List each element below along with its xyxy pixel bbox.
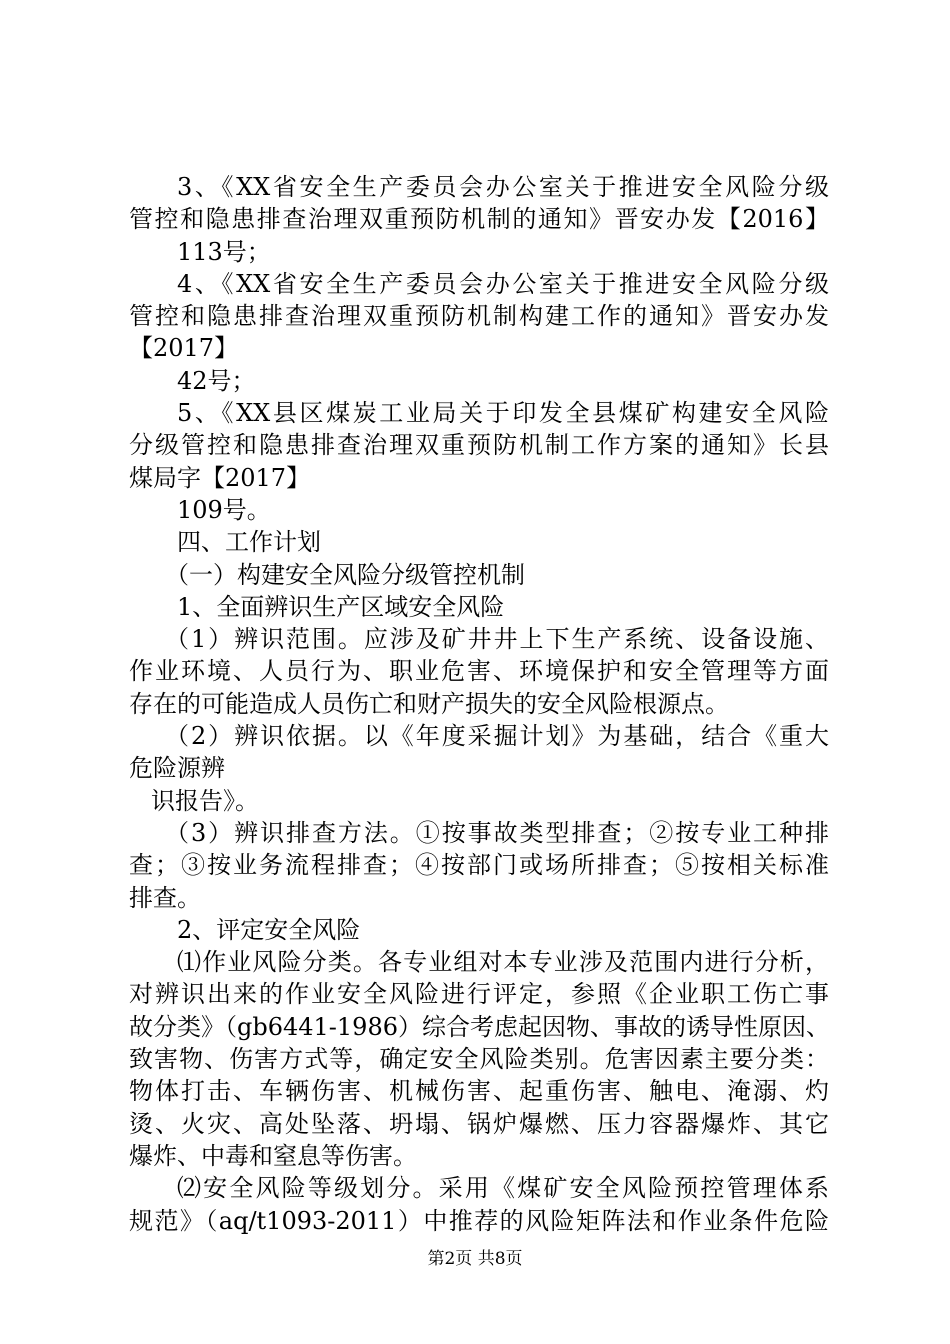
text-line: ⑴作业风险分类。各专业组对本专业涉及范围内进行分析， [177, 948, 829, 977]
item-heading: 2、评定安全风险 [177, 915, 361, 944]
text-line: 存在的可能造成人员伤亡和财产损失的安全风险根源点。 [129, 689, 729, 718]
item-heading: 1、全面辨识生产区域安全风险 [177, 592, 505, 621]
text-line: （1）辨识范围。应涉及矿井井上下生产系统、设备设施、 [165, 625, 829, 654]
text-line: 3、《XX省安全生产委员会办公室关于推进安全风险分级 [177, 173, 829, 201]
page-number-footer: 第2页 共8页 [427, 1249, 523, 1269]
text-line: 管控和隐患排查治理双重预防机制构建工作的通知》晋安办发 [129, 302, 829, 331]
text-line: 分级管控和隐患排查治理双重预防机制工作方案的通知》长县 [129, 431, 829, 460]
section-heading: 四、工作计划 [177, 528, 321, 557]
text-line: 识报告》。 [151, 786, 259, 815]
text-line: 排查。 [129, 883, 201, 912]
text-line: 109号。 [177, 495, 271, 524]
text-line: 对辨识出来的作业安全风险进行评定，参照《企业职工伤亡事 [129, 980, 829, 1009]
text-line: 查；③按业务流程排查；④按部门或场所排查；⑤按相关标准 [129, 851, 829, 880]
text-line: 危险源辨 [129, 754, 225, 783]
text-line: 故分类》（gb6441-1986）综合考虑起因物、事故的诱导性原因、 [129, 1012, 830, 1041]
text-line: 4、《XX省安全生产委员会办公室关于推进安全风险分级 [177, 269, 829, 298]
text-line: 致害物、伤害方式等，确定安全风险类别。危害因素主要分类： [129, 1045, 829, 1074]
text-line: 烫、火灾、高处坠落、坍塌、锅炉爆燃、压力容器爆炸、其它 [129, 1109, 829, 1138]
text-line: 物体打击、车辆伤害、机械伤害、起重伤害、触电、淹溺、灼 [129, 1077, 829, 1106]
text-line: 42号； [177, 366, 256, 395]
subsection-heading: （一）构建安全风险分级管控机制 [165, 560, 525, 589]
text-line: 管控和隐患排查治理双重预防机制的通知》晋安办发【2016】 [129, 205, 829, 234]
text-line: 规范》（aq/t1093-2011）中推荐的风险矩阵法和作业条件危险 [129, 1206, 829, 1235]
text-line: （3）辨识排查方法。①按事故类型排查；②按专业工种排 [165, 818, 829, 847]
document-body [129, 171, 829, 1237]
text-line: 【2017】 [129, 334, 239, 363]
text-line: 113号； [177, 237, 271, 266]
text-line: （2）辨识依据。以《年度采掘计划》为基础，结合《重大 [165, 722, 829, 751]
text-line: 煤局字【2017】 [129, 463, 311, 492]
text-line: 作业环境、人员行为、职业危害、环境保护和安全管理等方面 [129, 657, 829, 686]
text-line: ⑵安全风险等级划分。采用《煤矿安全风险预控管理体系 [177, 1174, 829, 1203]
text-line: 爆炸、中毒和窒息等伤害。 [129, 1141, 417, 1170]
text-line: 5、《XX县区煤炭工业局关于印发全县煤矿构建安全风险 [177, 399, 829, 428]
